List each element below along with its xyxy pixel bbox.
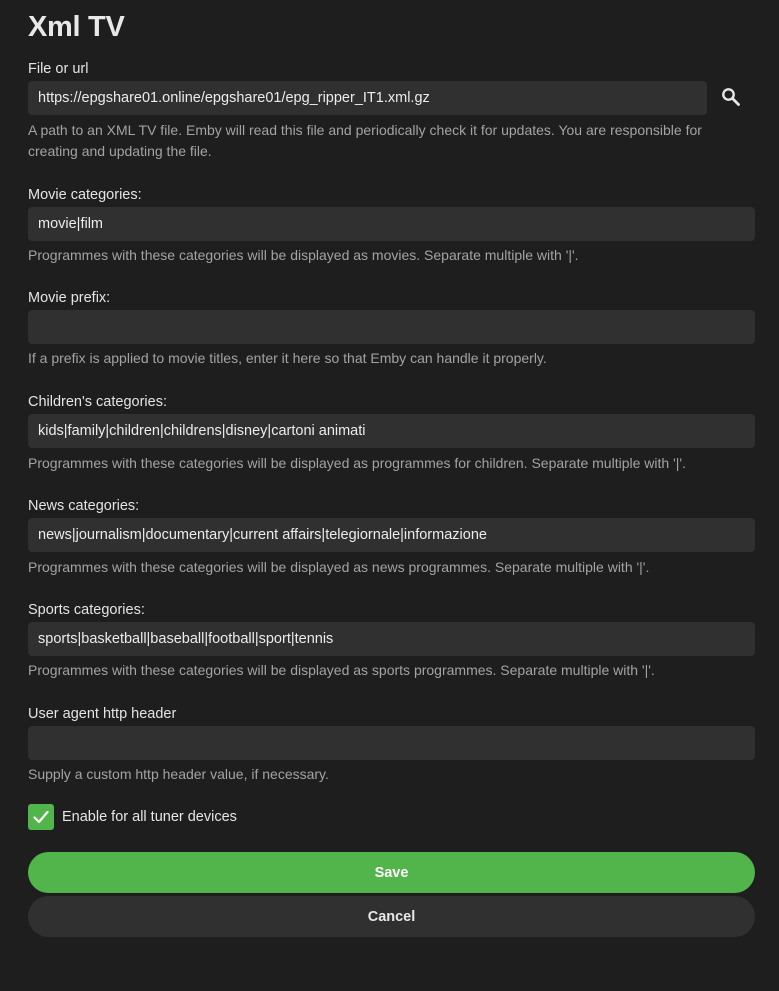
search-button[interactable] xyxy=(713,80,749,114)
news-categories-input[interactable] xyxy=(28,518,755,552)
enable-all-tuners-label: Enable for all tuner devices xyxy=(62,809,237,825)
movie-categories-input[interactable] xyxy=(28,207,755,241)
sports-categories-help: Programmes with these categories will be displayed as sports programmes. Separate multiple with '|'. xyxy=(28,662,655,678)
file-or-url-input[interactable] xyxy=(28,81,707,115)
news-categories-help: Programmes with these categories will be displayed as news programmes. Separate multiple with '|'. xyxy=(28,559,650,575)
file-or-url-help: A path to an XML TV file. Emby will read this file and periodically check it for updates. You are responsible for creating and updating the file. xyxy=(28,122,702,159)
user-agent-input[interactable] xyxy=(28,726,755,760)
file-or-url-label: File or url xyxy=(28,61,89,77)
sports-categories-label: Sports categories: xyxy=(28,602,145,618)
cancel-button[interactable]: Cancel xyxy=(28,896,755,937)
user-agent-label: User agent http header xyxy=(28,706,177,722)
user-agent-help: Supply a custom http header value, if necessary. xyxy=(28,766,329,782)
movie-categories-help: Programmes with these categories will be displayed as movies. Separate multiple with '|'. xyxy=(28,247,579,263)
movie-prefix-label: Movie prefix: xyxy=(28,290,111,306)
children-categories-help: Programmes with these categories will be displayed as programmes for children. Separate multiple with '|'. xyxy=(28,455,686,471)
children-categories-label: Children's categories: xyxy=(28,394,167,410)
movie-prefix-help: If a prefix is applied to movie titles, enter it here so that Emby can handle it properly. xyxy=(28,350,547,366)
page-title: Xml TV xyxy=(28,11,125,43)
save-button[interactable]: Save xyxy=(28,852,755,893)
enable-all-tuners-checkbox-row[interactable] xyxy=(28,804,237,830)
enable-all-tuners-checkbox[interactable] xyxy=(28,804,54,830)
checkmark-icon xyxy=(32,808,50,826)
movie-prefix-input[interactable] xyxy=(28,310,755,344)
sports-categories-input[interactable] xyxy=(28,622,755,656)
movie-categories-label: Movie categories: xyxy=(28,187,142,203)
search-icon xyxy=(721,87,741,107)
news-categories-label: News categories: xyxy=(28,498,140,514)
children-categories-input[interactable] xyxy=(28,414,755,448)
